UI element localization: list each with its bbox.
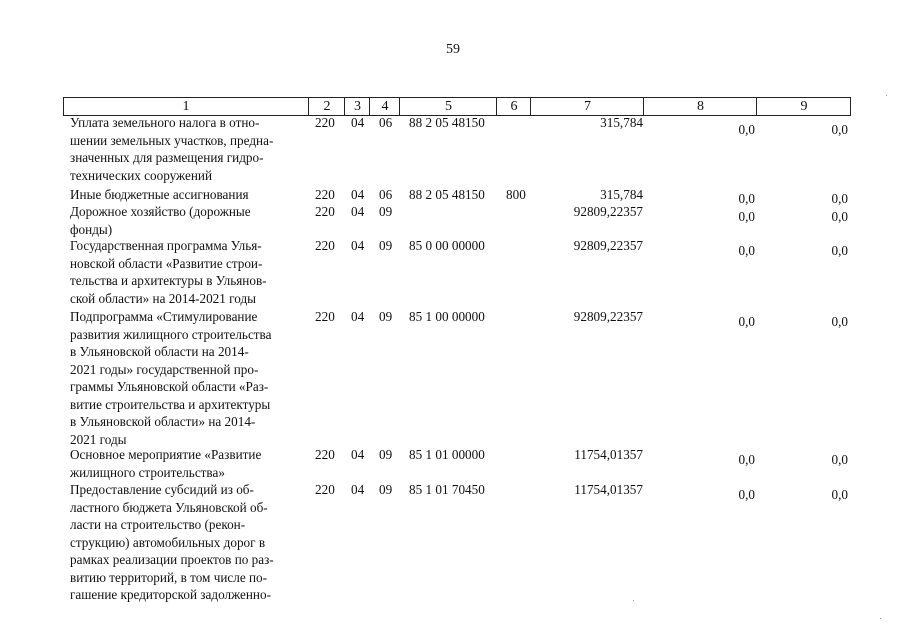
col-8-value: 0,0 — [738, 452, 755, 467]
col-7-value: 92809,22357 — [573, 238, 643, 253]
scan-speck — [633, 600, 634, 601]
row-text-line: тельства и архитектуры в Ульянов- — [70, 273, 267, 288]
row-description — [70, 308, 304, 448]
row-description — [70, 203, 304, 238]
row-text-line: Дорожное хозяйство (дорожные — [70, 204, 251, 219]
col-3-value: 04 — [351, 238, 365, 253]
row-text-line: значенных для размещения гидро- — [70, 150, 264, 165]
page-number: 59 — [446, 42, 460, 57]
col-3-value: 04 — [351, 309, 365, 324]
row-text-line: рамках реализации проектов по раз- — [70, 552, 274, 567]
row-description — [70, 114, 304, 184]
row-description — [70, 237, 304, 307]
col-5-value: 88 2 05 48150 — [409, 187, 485, 202]
col-4-value: 09 — [379, 482, 393, 497]
row-text-line: Основное мероприятие «Развитие — [70, 447, 262, 462]
col-8-value: 0,0 — [738, 209, 755, 224]
col-2-value: 220 — [315, 204, 335, 219]
col-7-value: 11754,01357 — [574, 482, 643, 497]
col-8-value: 0,0 — [738, 314, 755, 329]
row-text-line: жилищного строительства» — [70, 464, 225, 480]
row-text-line: Предоставление субсидий из об- — [70, 482, 254, 497]
row-description — [70, 186, 304, 204]
row-text-line: ласти на строительство (рекон- — [70, 517, 246, 532]
header-cell-1: 1 — [182, 99, 190, 114]
col-3-value: 04 — [351, 204, 365, 219]
col-3-value: 04 — [351, 115, 365, 130]
header-cell-4: 4 — [369, 98, 400, 115]
row-text-line: витию территорий, в том числе по- — [70, 569, 268, 585]
col-3-value: 04 — [351, 187, 365, 202]
col-9-value: 0,0 — [831, 191, 848, 206]
col-2-value: 220 — [315, 115, 335, 130]
col-9-value: 0,0 — [831, 243, 848, 258]
col-8-value: 0,0 — [738, 243, 755, 258]
row-text-line: 2021 годы — [70, 431, 127, 447]
col-2-value: 220 — [315, 238, 335, 253]
header-cell-7: 7 — [530, 98, 644, 115]
col-2-value: 220 — [315, 187, 335, 202]
row-text-line: граммы Ульяновской области «Раз- — [70, 379, 269, 394]
col-3-value: 04 — [351, 482, 365, 497]
row-text-line: фонды) — [70, 221, 113, 237]
row-text-line: новской области «Развитие строи- — [70, 255, 263, 271]
row-text-line: Иные бюджетные ассигнования — [70, 187, 249, 202]
row-text-line: в Ульяновской области на 2014- — [70, 344, 249, 359]
col-7-value: 92809,22357 — [573, 204, 643, 219]
col-8-value: 0,0 — [738, 487, 755, 502]
col-9-value: 0,0 — [831, 452, 848, 467]
row-description — [70, 446, 304, 481]
col-5-value: 85 0 00 00000 — [409, 238, 485, 253]
col-5-value: 88 2 05 48150 — [409, 115, 485, 130]
col-4-value: 09 — [379, 238, 393, 253]
col-9-value: 0,0 — [831, 314, 848, 329]
col-5-value: 85 1 01 70450 — [409, 482, 485, 497]
col-7-value: 315,784 — [600, 115, 643, 130]
col-4-value: 09 — [379, 447, 393, 462]
header-cell-5: 5 — [399, 98, 497, 115]
row-text-line: ской области» на 2014-2021 годы — [70, 290, 257, 306]
header-cell-9: 9 — [756, 98, 851, 115]
col-2-value: 220 — [315, 447, 335, 462]
col-3-value: 04 — [351, 447, 365, 462]
row-text-line: Государственная программа Улья- — [70, 238, 262, 253]
col-4-value: 09 — [379, 309, 393, 324]
row-text-line: ластного бюджета Ульяновской об- — [70, 499, 268, 515]
col-6-value: 800 — [506, 187, 526, 202]
row-text-line: Подпрограмма «Стимулирование — [70, 309, 258, 324]
col-9-value: 0,0 — [831, 487, 848, 502]
row-text-line: струкцию) автомобильных дорог в — [70, 534, 266, 550]
col-2-value: 220 — [315, 482, 335, 497]
row-text-line: гашение кредиторской задолженно- — [70, 587, 271, 602]
header-cell-8: 8 — [643, 98, 757, 115]
row-text-line: витие строительства и архитектуры — [70, 396, 271, 412]
header-cell-3: 3 — [344, 98, 370, 115]
header-cell-2: 2 — [308, 98, 345, 115]
col-4-value: 09 — [379, 204, 393, 219]
row-text-line: развития жилищного строительства — [70, 326, 272, 342]
col-5-value: 85 1 01 00000 — [409, 447, 485, 462]
row-text-line: 2021 годы» государственной про- — [70, 361, 259, 377]
col-8-value: 0,0 — [738, 122, 755, 137]
col-7-value: 92809,22357 — [573, 309, 643, 324]
header-cell-6: 6 — [496, 98, 531, 115]
col-4-value: 06 — [379, 187, 393, 202]
col-9-value: 0,0 — [831, 209, 848, 224]
row-description — [70, 481, 304, 604]
scan-speck — [880, 618, 881, 619]
row-text-line: в Ульяновской области» на 2014- — [70, 414, 256, 429]
row-text-line: технических сооружений — [70, 167, 213, 183]
col-7-value: 11754,01357 — [574, 447, 643, 462]
col-8-value: 0,0 — [738, 191, 755, 206]
col-4-value: 06 — [379, 115, 393, 130]
col-9-value: 0,0 — [831, 122, 848, 137]
col-5-value: 85 1 00 00000 — [409, 309, 485, 324]
row-text-line: Уплата земельного налога в отно- — [70, 115, 260, 130]
scan-speck — [886, 95, 887, 96]
col-2-value: 220 — [315, 309, 335, 324]
col-7-value: 315,784 — [600, 187, 643, 202]
row-text-line: шении земельных участков, предна- — [70, 132, 274, 148]
